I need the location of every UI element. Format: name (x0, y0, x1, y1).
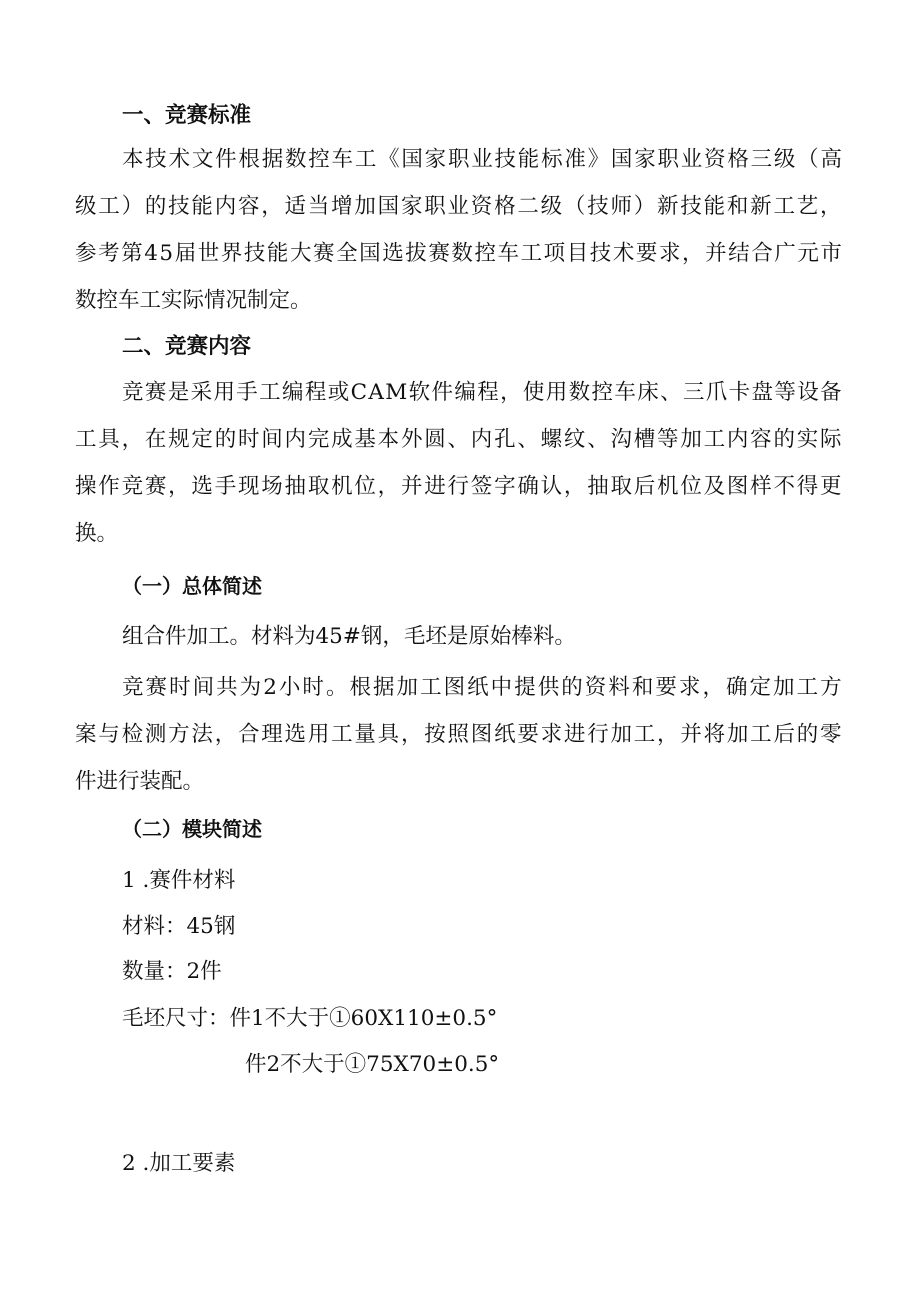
section-heading-standard: 一、竞赛标准 (122, 103, 252, 128)
blank-size-line-2: 件2不大于①75X70±0.5° (245, 1052, 500, 1077)
quantity-line: 数量：2件 (122, 959, 222, 984)
paragraph-line: 件进行装配。 (75, 769, 205, 794)
list-item-title: 1 .赛件材料 (122, 868, 236, 893)
paragraph-line: 竞 赛 是 采 用 手 工 编 程 或 C A M 软 件 编 程 ， 使 用 数 控 车 床 、 三 爪 卡 盘 等 设 备 (122, 380, 842, 405)
section-heading-content: 二、竞赛内容 (122, 334, 252, 359)
paragraph-line: 级 工 ） 的 技 能 内 容 ， 适 当 增 加 国 家 职 业 资 格 二 级 （ 技 师 ） 新 技 能 和 新 工 艺 ， (75, 194, 842, 219)
list-item-title: 2 .加工要素 (122, 1151, 236, 1176)
paragraph-line: 工 具 ， 在 规 定 的 时 间 内 完 成 基 本 外 圆 、 内 孔 、 螺 纹 、 沟 槽 等 加 工 内 容 的 实 际 (75, 427, 842, 452)
paragraph-line: 参 考 第 4 5 届 世 界 技 能 大 赛 全 国 选 拔 赛 数 控 车 工 项 目 技 术 要 求 ， 并 结 合 广 元 市 (75, 241, 842, 266)
paragraph-line: 本 技 术 文 件 根 据 数 控 车 工 《 国 家 职 业 技 能 标 准 》 国 家 职 业 资 格 三 级 （ 高 (122, 147, 842, 172)
subsection-heading-modules: （二）模块简述 (122, 817, 262, 841)
blank-size-line-1: 毛坯尺寸：件1不大于①60X110±0.5° (122, 1006, 498, 1031)
paragraph-line: 数控车工实际情况制定。 (75, 288, 312, 313)
paragraph-line: 操 作 竞 赛 ， 选 手 现 场 抽 取 机 位 ， 并 进 行 签 字 确 认 ， 抽 取 后 机 位 及 图 样 不 得 更 (75, 474, 842, 499)
paragraph-line: 竞 赛 时 间 共 为 2 小 时 。 根 据 加 工 图 纸 中 提 供 的 资 料 和 要 求 ， 确 定 加 工 方 (122, 675, 842, 700)
paragraph-line: 换。 (75, 521, 119, 546)
subsection-heading-overview: （一）总体简述 (122, 574, 262, 598)
paragraph-line: 组合件加工。材料为45#钢，毛坯是原始棒料。 (122, 624, 576, 649)
paragraph-line: 案 与 检 测 方 法 ， 合 理 选 用 工 量 具 ， 按 照 图 纸 要 求 进 行 加 工 ， 并 将 加 工 后 的 零 (75, 722, 842, 747)
material-line: 材料：45钢 (122, 914, 236, 939)
